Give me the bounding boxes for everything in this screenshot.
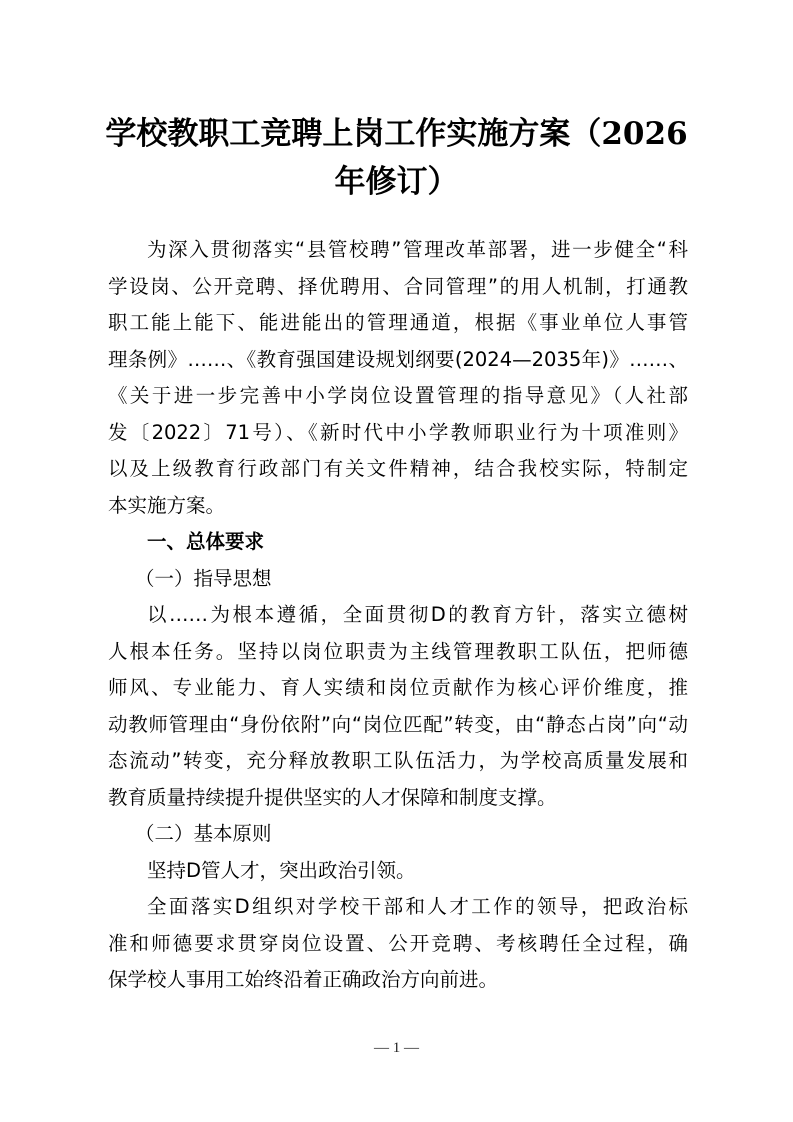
text-line: 动教师管理由“身份依附”向“岗位匹配”转变，由“静态占岗”向“动 [108, 712, 688, 736]
text-line: 本实施方案。 [108, 493, 226, 517]
text-line: 以及上级教育行政部门有关文件精神，结合我校实际，特制定 [108, 457, 688, 480]
text-line: 《关于进一步完善中小学岗位设置管理的指导意见》（人社部 [108, 384, 688, 407]
text-line: 准和师德要求贯穿岗位设置、公开竞聘、考核聘任全过程，确 [108, 931, 688, 955]
text-line: 学设岗、公开竞聘、择优聘用、合同管理”的用人机制，打通教 [108, 274, 688, 298]
title-line-1: 学校教职工竞聘上岗工作实施方案（2026 [105, 116, 688, 152]
text-line: 以……为根本遵循，全面贯彻D的教育方针，落实立德树 [147, 603, 688, 626]
text-line: 态流动”转变，充分释放教职工队伍活力，为学校高质量发展和 [108, 749, 688, 772]
page-number: — 1 — [374, 1040, 419, 1056]
text-line: 教育质量持续提升提供坚实的人才保障和制度支撑。 [108, 785, 557, 809]
text-line: 保学校人事用工始终沿着正确政治方向前进。 [108, 968, 499, 991]
document-body [108, 232, 688, 999]
text-line: 为深入贯彻落实“县管校聘”管理改革部署，进一步健全“科 [147, 238, 688, 261]
text-line: 师风、专业能力、育人实绩和岗位贡献作为核心评价维度，推 [108, 676, 688, 699]
subsection-heading: （一）指导思想 [135, 566, 272, 590]
text-line: 理条例》……、《教育强国建设规划纲要(2024—2035年)》……、 [108, 347, 688, 371]
text-line: 职工能上能下、能进能出的管理通道，根据《事业单位人事管 [108, 311, 688, 334]
text-line: 发〔2022〕71号）、《新时代中小学教师职业行为十项准则》 [108, 420, 688, 444]
section-heading: 一、总体要求 [147, 530, 265, 553]
title-line-2: 年修订） [334, 164, 459, 200]
text-line: 坚持D管人才，突出政治引领。 [147, 858, 416, 882]
document-title [100, 110, 693, 206]
text-line: 人根本任务。坚持以岗位职责为主线管理教职工队伍，把师德 [108, 639, 688, 663]
subsection-heading: （二）基本原则 [135, 822, 272, 845]
text-line: 全面落实D组织对学校干部和人才工作的领导，把政治标 [147, 895, 688, 918]
